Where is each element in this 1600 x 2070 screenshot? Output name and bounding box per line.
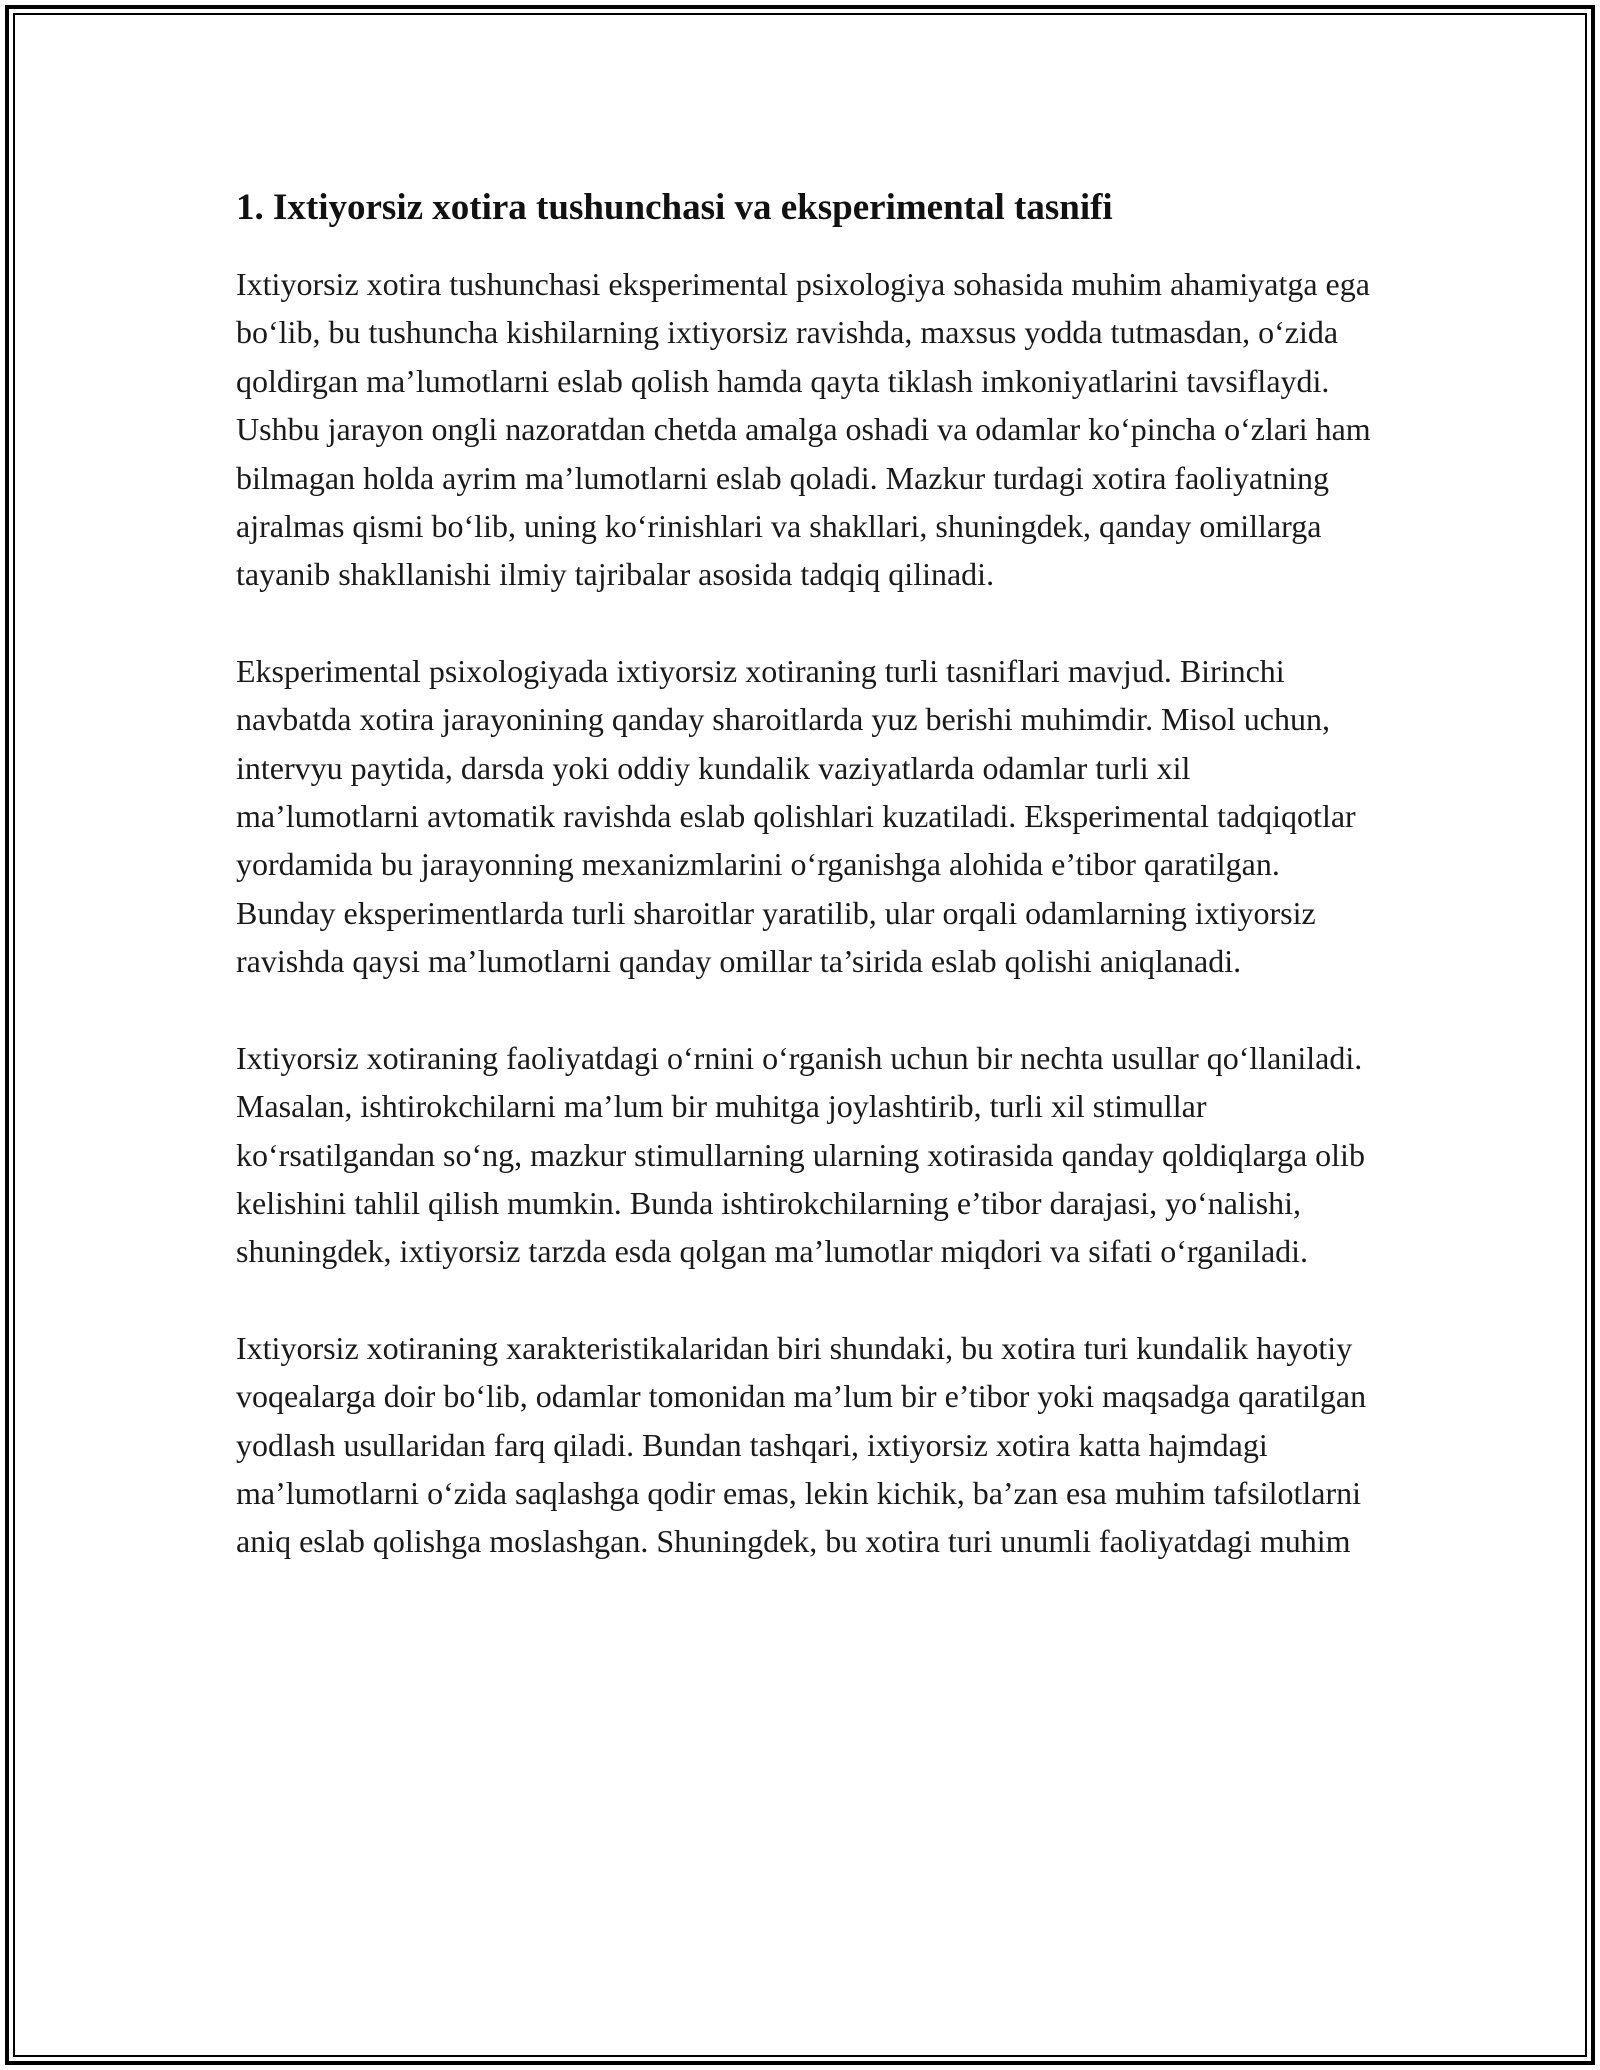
- paragraph-2: Eksperimental psixologiyada ixtiyorsiz xotiraning turli tasniflari mavjud. Birinchi navbatda xotira jarayonining qanday sharoitlarda yuz berishi muhimdir. Misol uchun, intervyu paytida, darsda yoki oddiy kundalik vaziyatlarda odamlar turli xil ma’lumotlarni avtomatik ravishda eslab qolishlari kuzatiladi. Eksperimental tadqiqotlar yordamida bu jarayonning mexanizmlarini o‘rganishga alohida e’tibor qaratilgan. Bunday eksperimentlarda turli sharoitlar yaratilib, ular orqali odamlarning ixtiyorsiz ravishda qaysi ma’lumotlarni qanday omillar ta’sirida eslab qolishi aniqlanadi.: [236, 652, 1356, 980]
- section-heading: 1. Ixtiyorsiz xotira tushunchasi va eksperimental tasnifi: [236, 187, 1113, 228]
- document-body: [236, 184, 1376, 1566]
- paragraph-3: Ixtiyorsiz xotiraning faoliyatdagi o‘rnini o‘rganish uchun bir nechta usullar qo‘llaniladi. Masalan, ishtirokchilarni ma’lum bir muhitga joylashtirib, turli xil stimullar ko‘rsatilgandan so‘ng, mazkur stimullarning ularning xotirasida qanday qoldiqlarga olib kelishini tahlil qilish mumkin. Bunda ishtirokchilarning e’tibor darajasi, yo‘nalishi, shuningdek, ixtiyorsiz tarzda esda qolgan ma’lumotlar miqdori va sifati o‘rganiladi.: [236, 1039, 1365, 1270]
- paragraph-4: Ixtiyorsiz xotiraning xarakteristikalaridan biri shundaki, bu xotira turi kundalik hayotiy voqealarga doir bo‘lib, odamlar tomonidan ma’lum bir e’tibor yoki maqsadga qaratilgan yodlash usullaridan farq qiladi. Bundan tashqari, ixtiyorsiz xotira katta hajmdagi ma’lumotlarni o‘zida saqlashga qodir emas, lekin kichik, ba’zan esa muhim tafsilotlarni aniq eslab qolishga moslashgan. Shuningdek, bu xotira turi unumli faoliyatdagi muhim: [236, 1329, 1367, 1560]
- paragraph-1: Ixtiyorsiz xotira tushunchasi eksperimental psixologiya sohasida muhim ahamiyatga ega bo‘lib, bu tushuncha kishilarning ixtiyorsiz ravishda, maxsus yodda tutmasdan, o‘zida qoldirgan ma’lumotlarni eslab qolish hamda qayta tiklash imkoniyatlarini tavsiflaydi. Ushbu jarayon ongli nazoratdan chetda amalga oshadi va odamlar ko‘pincha o‘zlari ham bilmagan holda ayrim ma’lumotlarni eslab qoladi. Mazkur turdagi xotira faoliyatning ajralmas qismi bo‘lib, uning ko‘rinishlari va shakllari, shuningdek, qanday omillarga tayanib shakllanishi ilmiy tajribalar asosida tadqiq qilinadi.: [236, 266, 1371, 593]
